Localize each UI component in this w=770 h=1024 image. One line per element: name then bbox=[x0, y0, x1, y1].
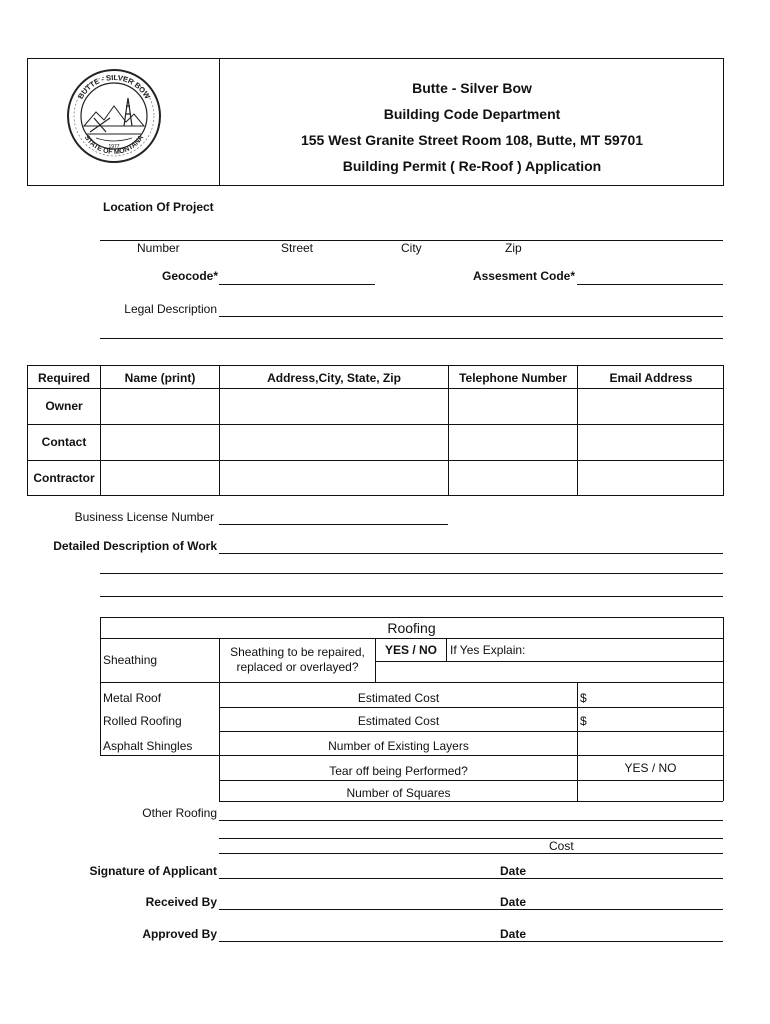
approved-date-label: Date bbox=[500, 927, 527, 941]
other-roofing-field-2[interactable] bbox=[219, 838, 723, 839]
sheathing-label: Sheathing bbox=[103, 653, 158, 667]
assessment-code-label: Assesment Code* bbox=[472, 269, 575, 283]
header-county: Butte - Silver Bow bbox=[412, 80, 532, 96]
roofing-title: Roofing bbox=[387, 620, 436, 636]
cost-label: Cost bbox=[549, 839, 574, 853]
geocode-field[interactable] bbox=[219, 284, 375, 285]
cost-field[interactable] bbox=[219, 853, 723, 854]
seal-emblem-icon bbox=[66, 68, 162, 164]
sheathing-question-2: replaced or overlayed? bbox=[236, 660, 359, 674]
row-contractor: Contractor bbox=[33, 471, 95, 485]
existing-layers-label: Number of Existing Layers bbox=[328, 739, 469, 753]
col-name: Name (print) bbox=[124, 371, 196, 385]
col-required: Required bbox=[37, 371, 90, 385]
row-owner: Owner bbox=[45, 399, 83, 413]
sub-street-label: Street bbox=[281, 241, 314, 255]
description-field-2[interactable] bbox=[100, 573, 723, 574]
rolled-roofing-label: Rolled Roofing bbox=[103, 714, 182, 728]
geocode-label: Geocode* bbox=[161, 269, 218, 283]
description-label: Detailed Description of Work bbox=[53, 539, 217, 553]
rolled-roofing-dollar[interactable]: $ bbox=[580, 714, 587, 728]
rolled-roofing-cost-label: Estimated Cost bbox=[357, 714, 440, 728]
svg-text:BUTTE - SILVER BOW: BUTTE - SILVER BOW bbox=[75, 72, 153, 101]
row-contact: Contact bbox=[41, 435, 87, 449]
received-by-label: Received By bbox=[145, 895, 217, 909]
asphalt-shingles-label: Asphalt Shingles bbox=[103, 739, 193, 753]
tear-off-yes-no[interactable]: YES / NO bbox=[624, 761, 677, 775]
metal-roof-label: Metal Roof bbox=[103, 691, 162, 705]
other-roofing-label: Other Roofing bbox=[142, 806, 217, 820]
business-license-label: Business License Number bbox=[74, 510, 214, 524]
legal-description-label: Legal Description bbox=[124, 302, 217, 316]
col-telephone: Telephone Number bbox=[459, 371, 567, 385]
sub-zip-label: Zip bbox=[505, 241, 522, 255]
received-by-field[interactable] bbox=[219, 909, 723, 910]
signature-applicant-label: Signature of Applicant bbox=[89, 864, 217, 878]
squares-label: Number of Squares bbox=[346, 786, 451, 800]
col-address: Address,City, State, Zip bbox=[267, 371, 401, 385]
svg-text:STATE OF MONTANA: STATE OF MONTANA bbox=[82, 134, 146, 157]
county-seal bbox=[66, 68, 162, 164]
metal-roof-dollar[interactable]: $ bbox=[580, 691, 587, 705]
sheathing-yes-no[interactable]: YES / NO bbox=[384, 643, 437, 657]
legal-description-field[interactable] bbox=[219, 316, 723, 317]
page-title: Building Permit ( Re-Roof ) Application bbox=[342, 158, 602, 174]
other-roofing-field[interactable] bbox=[219, 820, 723, 821]
tear-off-label: Tear off being Performed? bbox=[329, 764, 468, 778]
metal-roof-cost-label: Estimated Cost bbox=[357, 691, 440, 705]
signature-date-label: Date bbox=[500, 864, 527, 878]
location-label: Location Of Project bbox=[103, 200, 214, 214]
header-department: Building Code Department bbox=[383, 106, 561, 122]
if-yes-explain-label: If Yes Explain: bbox=[450, 643, 526, 657]
sub-city-label: City bbox=[401, 241, 422, 255]
approved-by-label: Approved By bbox=[142, 927, 217, 941]
assessment-code-field[interactable] bbox=[577, 284, 723, 285]
approved-by-field[interactable] bbox=[219, 941, 723, 942]
signature-applicant-field[interactable] bbox=[219, 878, 723, 879]
business-license-field[interactable] bbox=[219, 524, 448, 525]
description-field-3[interactable] bbox=[100, 596, 723, 597]
svg-text:1977: 1977 bbox=[108, 144, 120, 150]
legal-description-field-2[interactable] bbox=[100, 338, 723, 339]
sheathing-question-1: Sheathing to be repaired, bbox=[230, 645, 365, 659]
sub-number-label: Number bbox=[137, 241, 180, 255]
header-address: 155 West Granite Street Room 108, Butte, MT 59701 bbox=[300, 132, 644, 148]
received-date-label: Date bbox=[500, 895, 527, 909]
col-email: Email Address bbox=[609, 371, 693, 385]
description-field-1[interactable] bbox=[219, 553, 723, 554]
